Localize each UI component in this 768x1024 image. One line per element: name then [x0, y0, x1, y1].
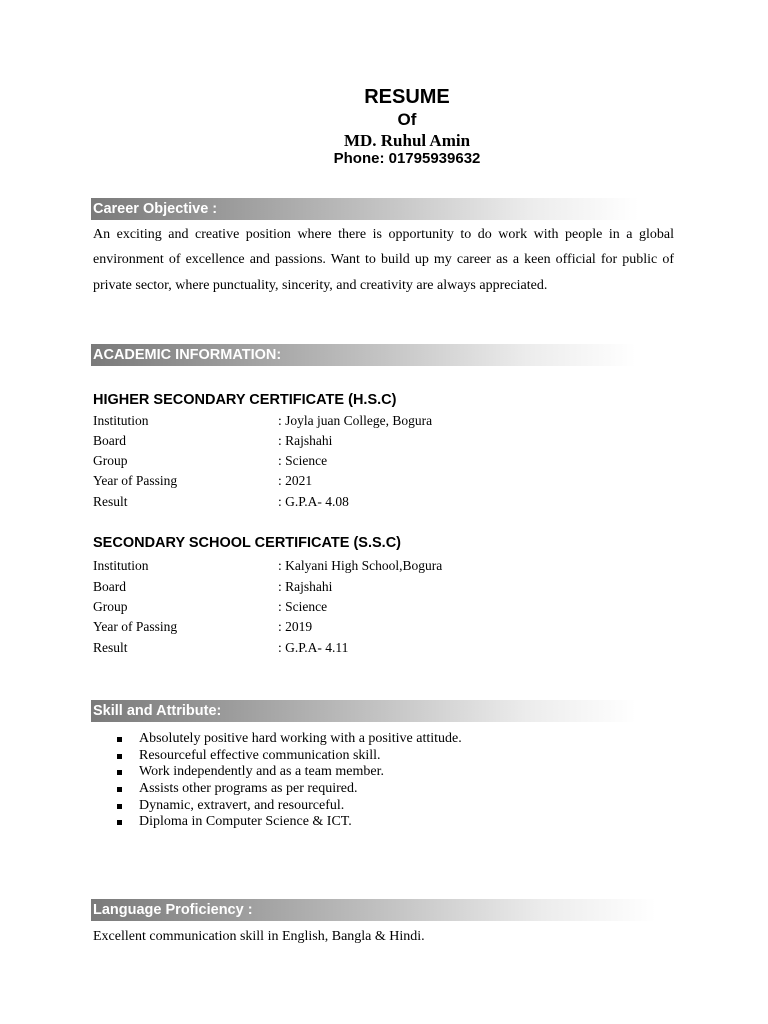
list-item [115, 798, 462, 815]
career-objective-heading: Career Objective : [91, 198, 639, 220]
row-label: Institution [93, 558, 149, 573]
square-bullet-icon [117, 787, 122, 792]
row-label: Year of Passing [93, 473, 178, 488]
list-item [115, 781, 462, 798]
skill-text: Resourceful effective communication skill. [139, 747, 381, 763]
skill-text: Assists other programs as per required. [139, 781, 358, 797]
row-label: Group [93, 453, 128, 468]
resume-title: RESUME [364, 86, 450, 108]
skill-text: Diploma in Computer Science & ICT. [139, 814, 352, 830]
skills-heading: Skill and Attribute: [91, 700, 636, 722]
row-value: : 2019 [278, 619, 313, 634]
square-bullet-icon [117, 770, 122, 775]
row-value: : G.P.A- 4.11 [278, 640, 349, 655]
row-label: Result [93, 494, 128, 509]
row-label: Year of Passing [93, 619, 178, 634]
language-heading: Language Proficiency : [91, 899, 656, 921]
row-value: : Kalyani High School,Bogura [278, 558, 443, 573]
row-value: : Science [278, 453, 328, 468]
row-label: Institution [93, 413, 149, 428]
square-bullet-icon [117, 737, 122, 742]
square-bullet-icon [117, 804, 122, 809]
candidate-phone: Phone: 01795939632 [333, 150, 481, 167]
row-label: Board [93, 433, 126, 448]
row-value: : Joyla juan College, Bogura [278, 413, 433, 428]
skill-text: Absolutely positive hard working with a positive attitude. [139, 731, 462, 746]
ssc-title: SECONDARY SCHOOL CERTIFICATE (S.S.C) [93, 535, 402, 551]
row-value: : Rajshahi [278, 433, 333, 448]
resume-of: Of [397, 110, 417, 129]
square-bullet-icon [117, 820, 122, 825]
academic-info-heading: ACADEMIC INFORMATION: [91, 344, 636, 366]
row-label: Result [93, 640, 128, 655]
candidate-name: MD. Ruhul Amin [343, 131, 471, 150]
row-value: : G.P.A- 4.08 [278, 494, 349, 509]
hsc-title: HIGHER SECONDARY CERTIFICATE (H.S.C) [93, 392, 397, 408]
skill-text: Work independently and as a team member. [139, 764, 384, 780]
language-text: Excellent communication skill in English, Bangla & Hindi. [93, 929, 425, 944]
list-item [115, 731, 462, 748]
row-label: Group [93, 599, 128, 614]
square-bullet-icon [117, 754, 122, 759]
skills-list [115, 731, 462, 831]
row-value: : Rajshahi [278, 579, 333, 594]
row-value: : 2021 [278, 473, 313, 488]
list-item [115, 814, 462, 831]
list-item [115, 748, 462, 765]
career-objective-text: An exciting and creative position where there is opportunity to do work with people in a global environment of excellence and passions. Want to build up my career as a keen official for public of private sector, where punctuality, sincerity, and creativity are always appreciated. [93, 227, 674, 293]
row-value: : Science [278, 599, 328, 614]
list-item [115, 764, 462, 781]
skill-text: Dynamic, extravert, and resourceful. [139, 797, 345, 813]
row-label: Board [93, 579, 126, 594]
